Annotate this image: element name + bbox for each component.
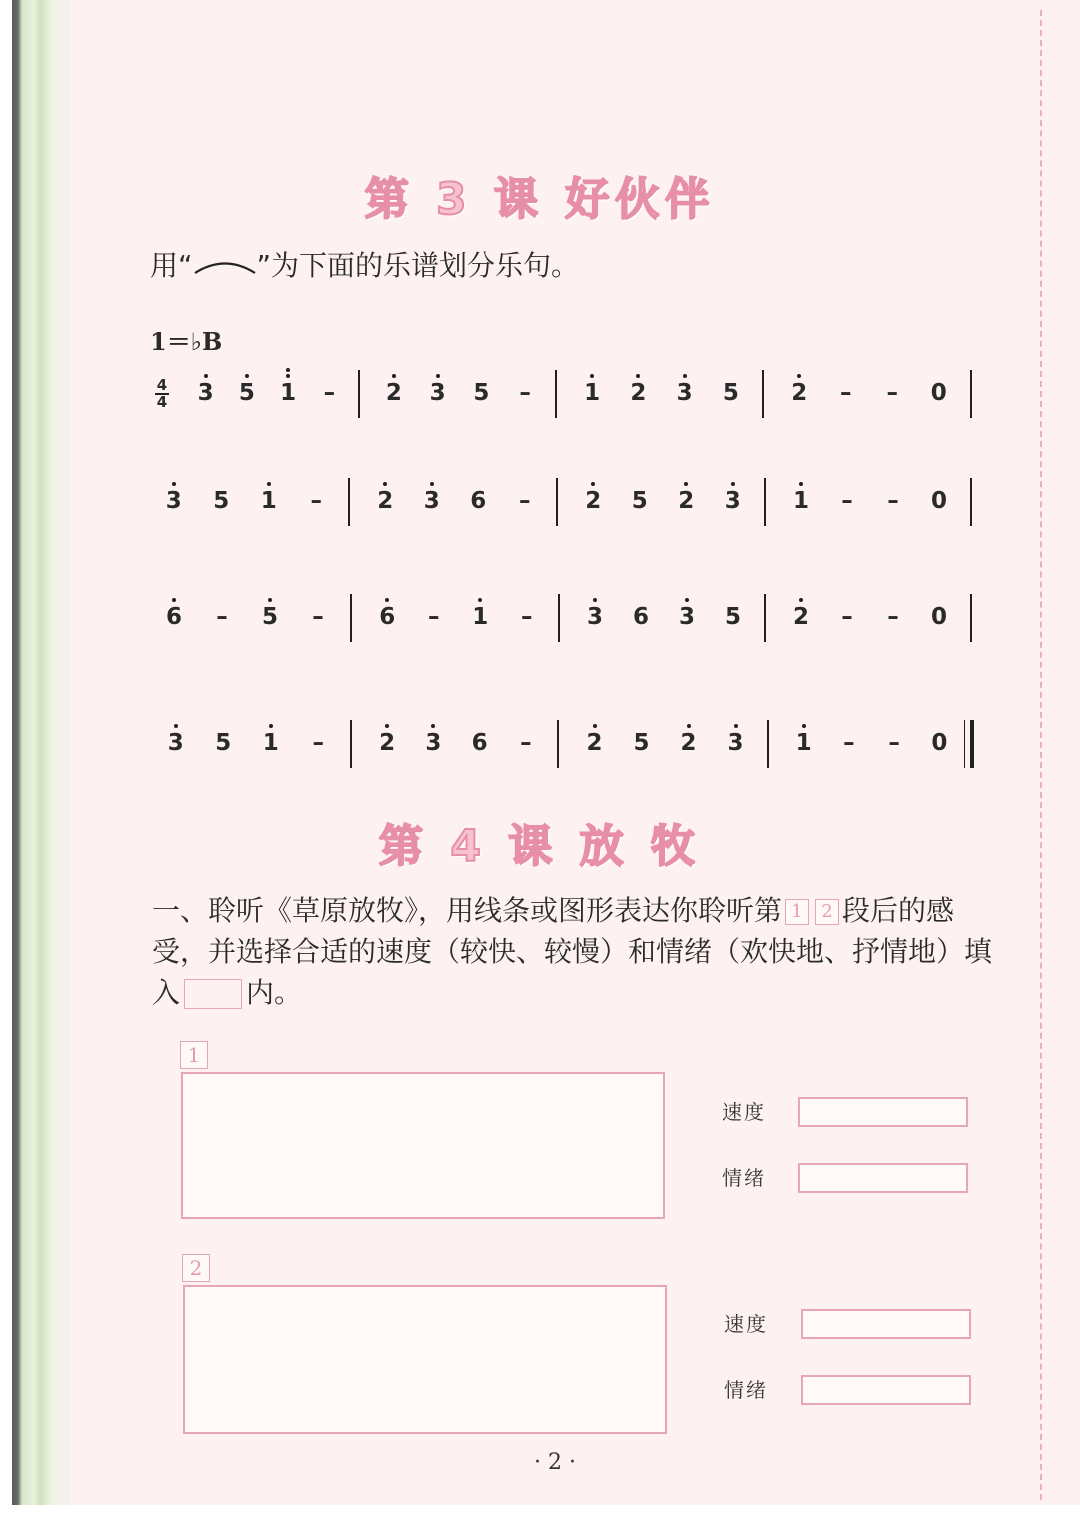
section-ref-2: 2 [815,899,839,925]
score-note: – [887,604,899,630]
octave-dot [684,482,688,486]
score-note: – [886,380,898,406]
bar-line [970,720,974,768]
section1-drawing-area[interactable] [181,1072,665,1219]
score-note: 1 [260,488,277,514]
octave-dot [392,374,396,378]
score-note: 0 [930,604,947,630]
final-bar-line [964,720,965,768]
score-note: 3 [167,730,184,756]
bar-line [350,594,352,642]
score-note: 2 [630,380,647,406]
score-note: 0 [930,380,947,406]
score-note: 6 [632,604,649,630]
octave-dot [172,598,176,602]
time-signature-top: 4 [156,376,168,394]
score-note: – [428,604,440,630]
bar-line [557,720,559,768]
section2-number: 2 [182,1254,210,1282]
score-note: 3 [197,380,214,406]
score-note: 5 [633,730,650,756]
score-note: 2 [385,380,402,406]
score-note: – [843,730,855,756]
section1-tempo-input[interactable] [798,1097,968,1127]
score-note: – [840,380,852,406]
score-note: – [841,604,853,630]
score-note: – [841,488,853,514]
bar-line [764,478,766,526]
octave-dot [478,598,482,602]
score-note: 5 [631,488,648,514]
octave-dot [436,374,440,378]
octave-dot [430,482,434,486]
section1-mood-input[interactable] [798,1163,968,1193]
bar-line [970,594,972,642]
score-note: 6 [470,488,487,514]
score-note: 3 [678,604,695,630]
score-note: 2 [680,730,697,756]
score-note: – [216,604,228,630]
score-note: 3 [727,730,744,756]
scan-bottom-edge [0,1505,1080,1518]
score-note: 2 [792,604,809,630]
bar-line [762,370,764,418]
octave-dot [204,374,208,378]
score-note: 5 [213,488,230,514]
question-part3: 内。 [246,976,303,1009]
octave-dot [174,724,178,728]
score-note: 5 [238,380,255,406]
lesson4-question [152,890,992,1013]
score-note: 3 [165,488,182,514]
octave-dot [683,374,687,378]
score-note: 0 [930,488,947,514]
page-number: · 2 · [534,1450,576,1475]
score-note: 1 [584,380,601,406]
octave-dot [591,482,595,486]
octave-dot [636,374,640,378]
section2-tempo-input[interactable] [801,1309,971,1339]
octave-dot [687,724,691,728]
octave-dot [799,598,803,602]
bar-line [558,594,560,642]
octave-dot [797,374,801,378]
score-note: 1 [795,730,812,756]
score-note: – [312,604,324,630]
octave-dot [734,724,738,728]
bar-line [767,720,769,768]
octave-dot [383,482,387,486]
score-note: 1 [262,730,279,756]
question-part1: 一、聆听《草原放牧》，用线条或图形表达你聆听第 [152,894,783,927]
key-signature: 1＝♭B [150,327,223,356]
score-note: 6 [471,730,488,756]
score-note: 3 [676,380,693,406]
octave-dot [590,374,594,378]
score-note: – [519,488,531,514]
score-note: – [312,730,324,756]
answer-blank-sample [184,979,242,1009]
section2-tempo-label: 速度 [724,1312,768,1336]
score-note: 2 [379,730,396,756]
score-note: 2 [791,380,808,406]
question-part2: 段后的感受，并选择合适的速度（较快、较慢）和情绪（欢快地、抒情地）填入 [152,894,993,1009]
lesson3-title: 第 3 课 好伙伴 [364,174,716,225]
section2-mood-input[interactable] [801,1375,971,1405]
bar-line [555,370,557,418]
octave-dot [172,482,176,486]
score-note: – [519,380,531,406]
octave-dot [593,724,597,728]
score-note: 3 [586,604,603,630]
score-note: 1 [472,604,489,630]
score-note: – [888,730,900,756]
lesson4-title: 第 4 课 放 牧 [379,821,701,872]
bar-line [970,370,972,418]
octave-dot [431,724,435,728]
score-note: 5 [473,380,490,406]
score-note: – [310,488,322,514]
bar-line [970,478,972,526]
score-note: 3 [724,488,741,514]
octave-dot [267,482,271,486]
score-note: 0 [931,730,948,756]
octave-dot [269,724,273,728]
bar-line [358,370,360,418]
score-note: 5 [261,604,278,630]
score-note: 6 [379,604,396,630]
bar-line [350,720,352,768]
bar-line [764,594,766,642]
bar-line [348,478,350,526]
score-note: 2 [585,488,602,514]
section-ref-1: 1 [785,899,809,925]
score-note: 2 [586,730,603,756]
section2-drawing-area[interactable] [183,1285,667,1434]
score-note: 3 [425,730,442,756]
section1-number: 1 [180,1041,208,1069]
octave-dot [286,368,290,372]
score-note: 2 [377,488,394,514]
instruction-suffix: ”为下面的乐谱划分乐句。 [256,249,580,282]
score-note: 5 [215,730,232,756]
octave-dot [799,482,803,486]
score-note: 6 [165,604,182,630]
octave-dot [268,598,272,602]
score-note: – [323,380,336,406]
bar-line [556,478,558,526]
octave-dot [245,374,249,378]
score-note: 3 [423,488,440,514]
section1-mood-label: 情绪 [722,1166,766,1190]
time-signature-bottom: 4 [156,393,168,411]
instruction-prefix: 用“ [150,249,193,282]
octave-dot [385,598,389,602]
octave-dot [385,724,389,728]
score-note: 1 [792,488,809,514]
score-note: 1 [280,380,297,406]
score-note: 5 [724,604,741,630]
octave-dot [593,598,597,602]
score-note: – [520,730,532,756]
section1-tempo-label: 速度 [722,1100,766,1124]
octave-dot [685,598,689,602]
octave-dot [286,374,290,378]
score-note: 5 [722,380,739,406]
score-note: 2 [678,488,695,514]
section2-mood-label: 情绪 [724,1378,768,1402]
score-note: – [521,604,533,630]
octave-dot [802,724,806,728]
score-note: 3 [429,380,446,406]
octave-dot [731,482,735,486]
score-note: – [887,488,899,514]
